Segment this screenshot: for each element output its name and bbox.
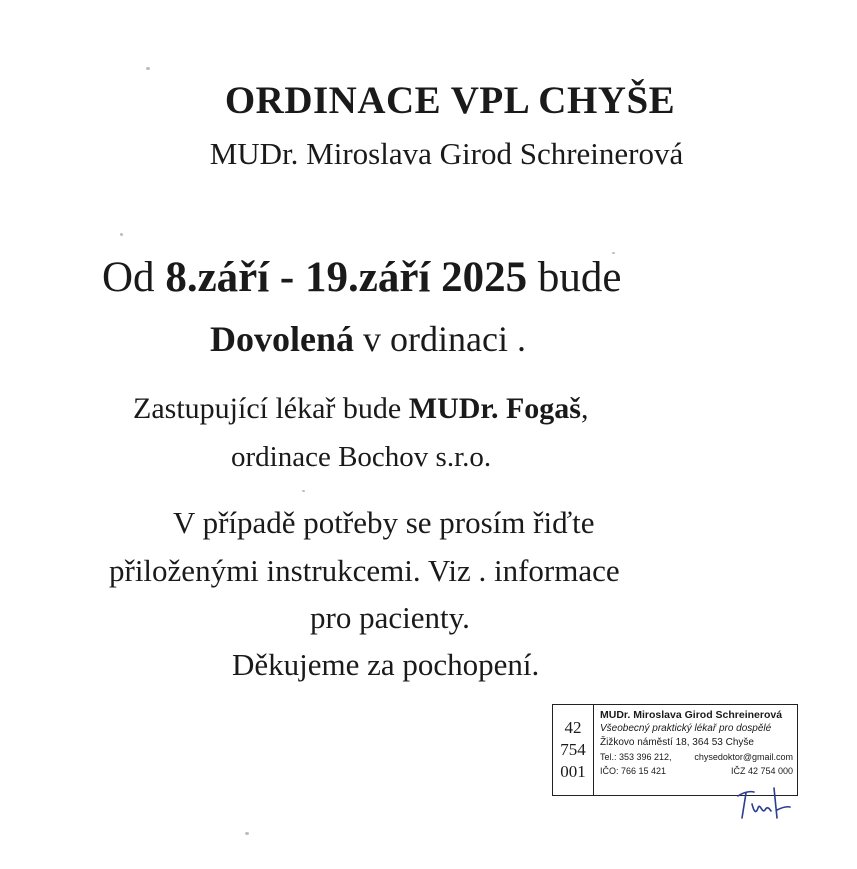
substitute-doctor bbox=[133, 392, 588, 426]
stamp-email: chysedoktor@gmail.com bbox=[694, 752, 793, 762]
stamp-address: Žižkovo náměstí 18, 364 53 Chyše bbox=[600, 737, 754, 748]
signature-icon bbox=[728, 778, 798, 822]
vacation-word: Dovolená bbox=[210, 319, 354, 359]
thanks-text: Děkujeme za pochopení. bbox=[232, 647, 540, 682]
stamp-number-line: 42 bbox=[564, 718, 582, 737]
instructions-line-2: přiloženými instrukcemi. Viz . informace bbox=[109, 553, 620, 588]
paper-speck bbox=[612, 252, 615, 254]
instructions-line-3: pro pacienty. bbox=[310, 600, 470, 635]
stamp-number-line: 754 bbox=[560, 740, 586, 759]
dates-range: 8.září - 19.září 2025 bbox=[165, 254, 528, 301]
substitute-name: MUDr. Fogaš bbox=[408, 392, 581, 425]
stamp-name: MUDr. Miroslava Girod Schreinerová bbox=[600, 709, 783, 721]
paper-speck bbox=[245, 832, 249, 835]
dates-prefix: Od bbox=[102, 254, 166, 301]
paper-speck bbox=[302, 490, 305, 492]
paper-speck bbox=[120, 233, 123, 236]
stamp-number-line: 001 bbox=[560, 762, 586, 781]
doctor-name: MUDr. Miroslava Girod Schreinerová bbox=[209, 136, 684, 171]
stamp-contact-row bbox=[600, 750, 793, 764]
vacation-rest: v ordinaci . bbox=[354, 319, 526, 359]
stamp-specialty: Všeobecný praktický lékař pro dospělé bbox=[600, 723, 772, 734]
vacation-notice bbox=[210, 318, 526, 360]
substitute-prefix: Zastupující lékař bude bbox=[133, 392, 409, 425]
paper-speck bbox=[146, 67, 150, 70]
stamp-id-row bbox=[600, 764, 793, 778]
page-title: ORDINACE VPL CHYŠE bbox=[224, 79, 676, 122]
stamp-ico: IČO: 766 15 421 bbox=[600, 766, 667, 776]
substitute-practice: ordinace Bochov s.r.o. bbox=[231, 441, 492, 473]
dates-suffix: bude bbox=[527, 254, 622, 301]
substitute-suffix: , bbox=[580, 392, 589, 425]
instructions-line-1: V případě potřeby se prosím řiďte bbox=[173, 505, 595, 540]
vacation-dates bbox=[102, 253, 621, 302]
stamp-phone: Tel.: 353 396 212, bbox=[600, 752, 672, 762]
signature-stroke bbox=[738, 788, 790, 818]
stamp-number bbox=[553, 705, 594, 795]
stamp-icz: IČZ 42 754 000 bbox=[730, 766, 793, 776]
